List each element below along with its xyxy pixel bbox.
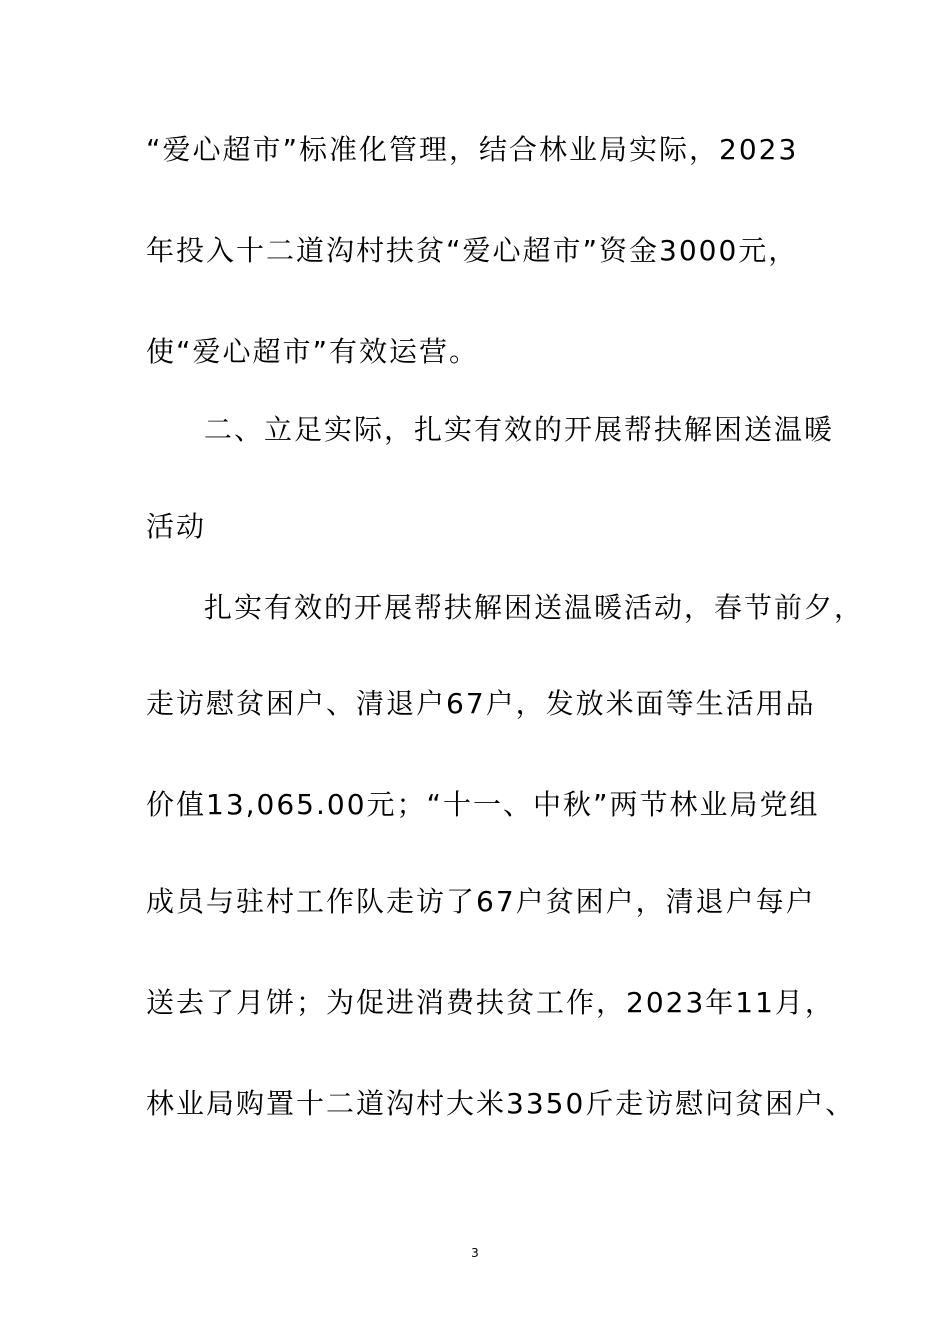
text-line: 年投入十二道沟村扶贫“爱心超市”资金3000元， — [146, 234, 799, 267]
text-line: 林业局购置十二道沟村大米3350斤走访慰问贫困户、 — [146, 1087, 856, 1120]
paragraph-first-line: 扎实有效的开展帮扶解困送温暖活动，春节前夕， — [204, 591, 865, 624]
text-line: “爱心超市”标准化管理，结合林业局实际，2023 — [146, 133, 799, 166]
section-heading: 二、立足实际，扎实有效的开展帮扶解困送温暖 — [204, 413, 835, 446]
section-heading-continuation: 活动 — [146, 510, 207, 543]
text-line: 送去了月饼；为促进消费扶贫工作，2023年11月， — [146, 986, 835, 1019]
text-line: 价值13,065.00元；“十一、中秋”两节林业局党组 — [146, 788, 820, 821]
text-line: 成员与驻村工作队走访了67户贫困户，清退户每户 — [146, 885, 816, 918]
text-line: 使“爱心超市”有效运营。 — [146, 335, 480, 368]
page-number: 3 — [471, 1246, 479, 1260]
text-line: 走访慰贫困户、清退户67户，发放米面等生活用品 — [146, 687, 816, 720]
